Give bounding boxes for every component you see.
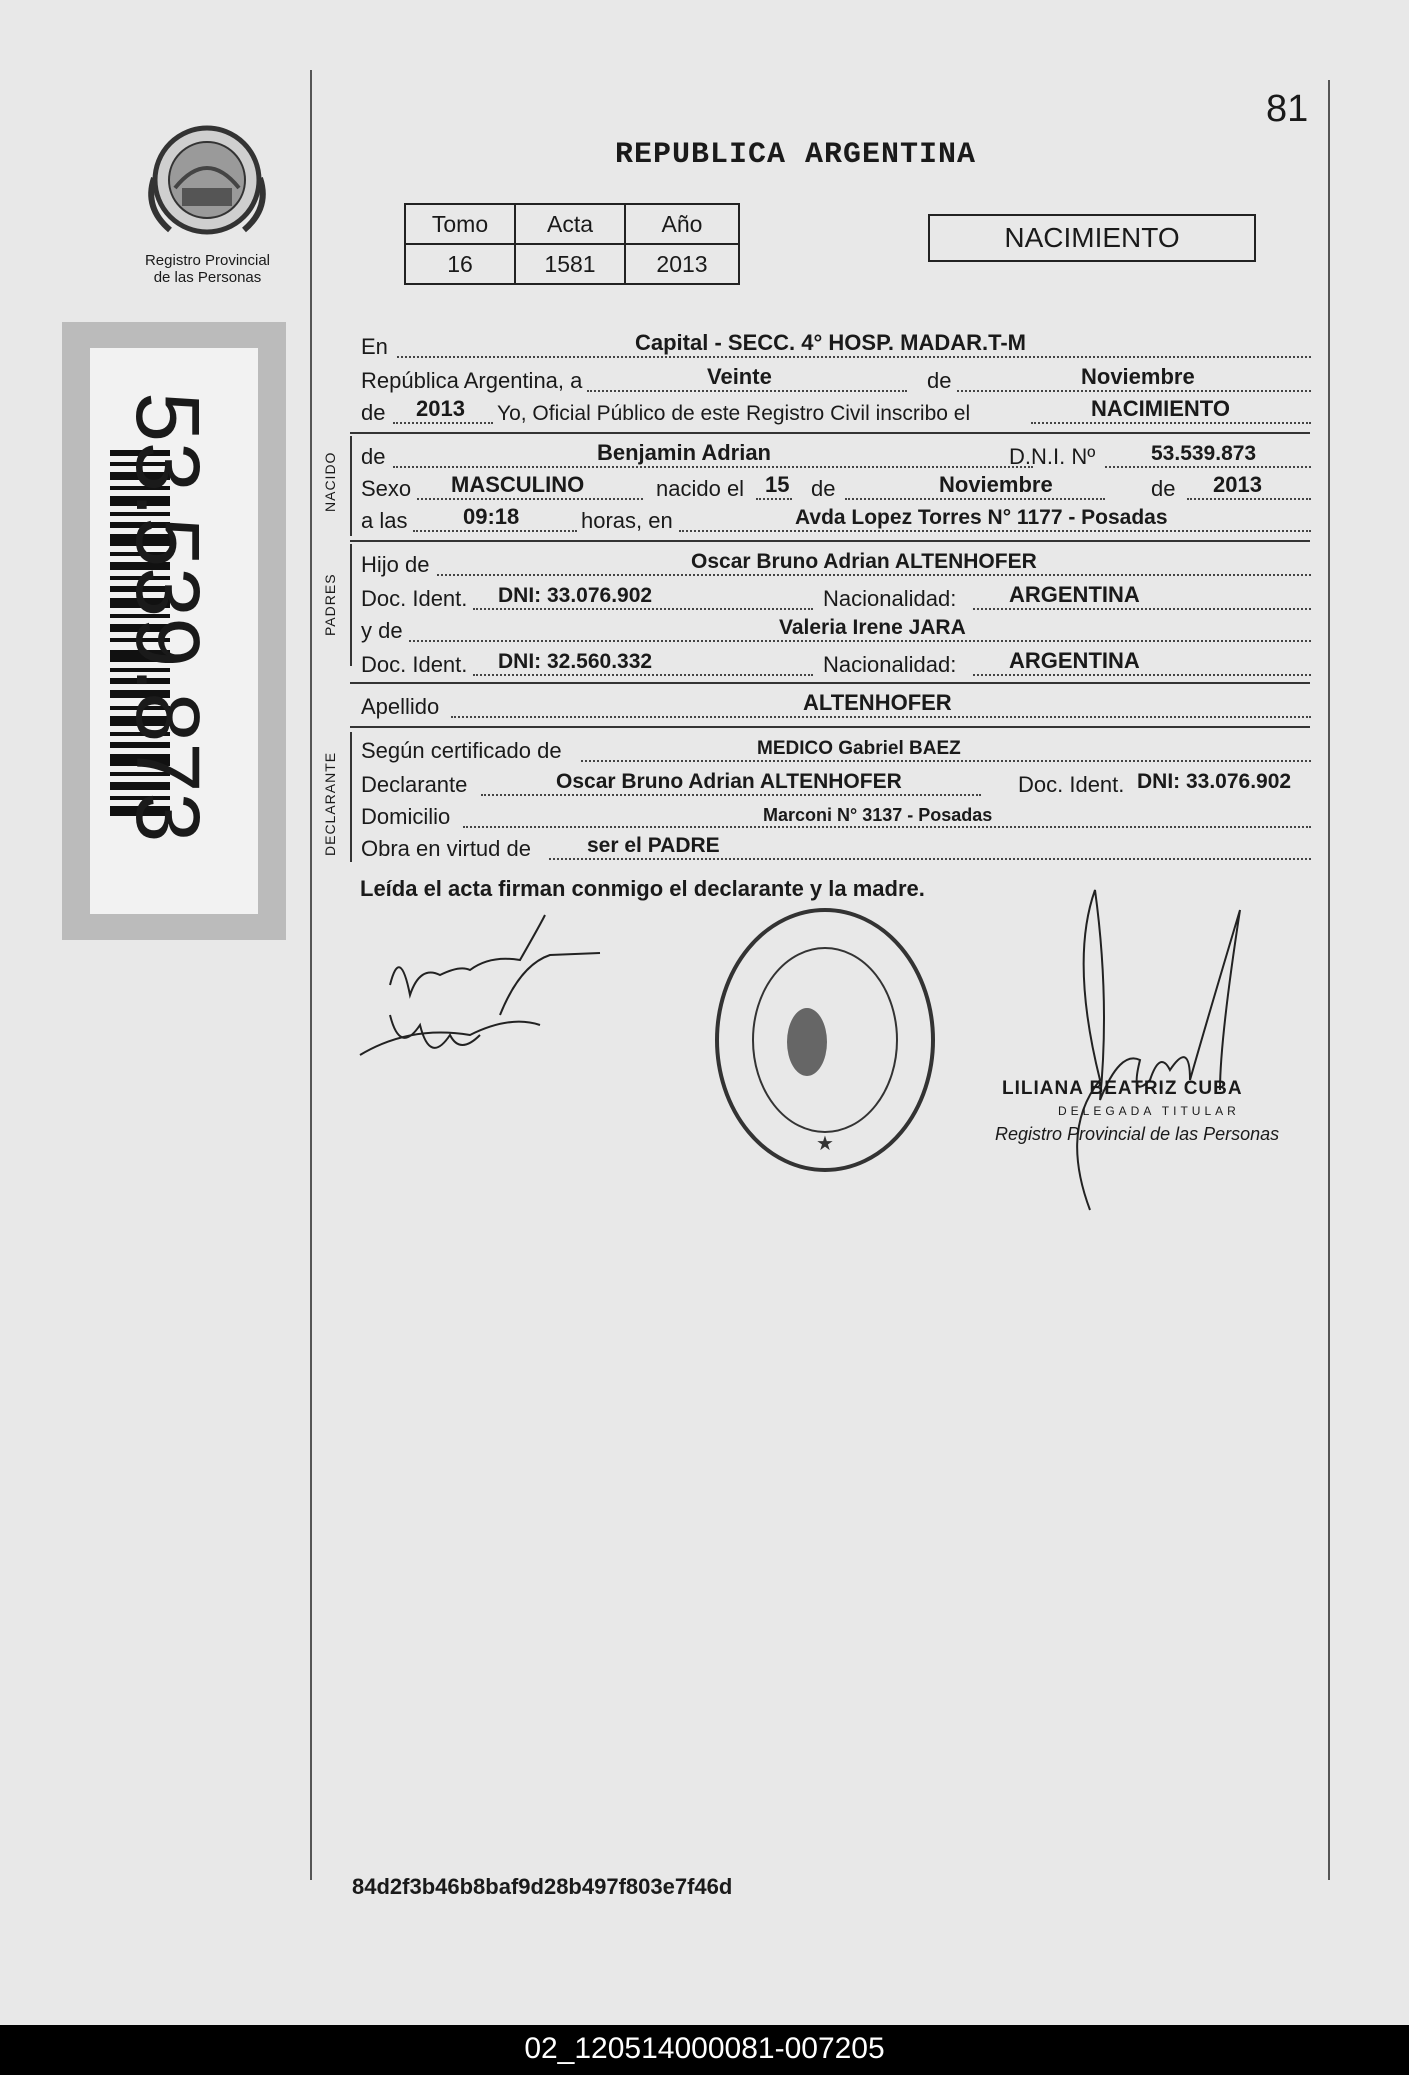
apellido-label: Apellido <box>361 694 440 719</box>
registry-stamp-icon <box>705 900 945 1180</box>
birth-day: 15 <box>765 472 790 497</box>
hijo-de-label: Hijo de <box>361 552 430 577</box>
declarante-bracket <box>350 732 352 862</box>
nacido-bracket <box>350 436 352 536</box>
declarante-doc: DNI: 33.076.902 <box>1137 770 1292 793</box>
inscribo-value: NACIMIENTO <box>1091 396 1230 421</box>
y-de-label: y de <box>361 618 403 643</box>
row-en <box>361 328 1311 362</box>
official-signature <box>1040 880 1280 1220</box>
separator <box>350 540 1310 542</box>
dni-value: 53.539.873 <box>1151 442 1257 465</box>
official-org: Registro Provincial de las Personas <box>995 1124 1280 1144</box>
certificado-value: MEDICO Gabriel BAEZ <box>757 738 961 759</box>
nacionalidad-label: Nacionalidad: <box>823 586 957 611</box>
en-value: Capital - SECC. 4° HOSP. MADAR.T-M <box>635 330 1026 355</box>
row-apellido <box>361 688 1311 722</box>
tomo-header: Tomo <box>405 204 515 244</box>
mother-nationality: ARGENTINA <box>1009 648 1140 673</box>
doc-ident-label-2: Doc. Ident. <box>361 652 468 677</box>
de-label-4: de <box>811 476 836 501</box>
horas-en-label: horas, en <box>581 508 673 533</box>
father-doc: DNI: 33.076.902 <box>498 584 653 607</box>
provincial-logo <box>140 118 275 288</box>
birth-place: Avda Lopez Torres N° 1177 - Posadas <box>795 506 1168 529</box>
row-name <box>361 438 1311 472</box>
birth-month: Noviembre <box>939 472 1053 497</box>
row-certificado <box>361 732 1311 766</box>
separator <box>350 682 1310 684</box>
registry-table <box>404 203 740 285</box>
row-sexo <box>361 470 1311 504</box>
document-title: REPUBLICA ARGENTINA <box>615 138 977 172</box>
row-y-de <box>361 612 1311 646</box>
row-declarante <box>361 766 1311 800</box>
birth-year: 2013 <box>1213 472 1262 497</box>
separator <box>350 432 1310 434</box>
acta-value: 1581 <box>515 244 625 284</box>
closing-text: Leída el acta firman conmigo el declarante y la madre. <box>360 876 925 901</box>
official-name: LILIANA BEATRIZ CUBA <box>1002 1078 1243 1099</box>
row-father-doc <box>361 580 1311 614</box>
de-label-5: de <box>1151 476 1176 501</box>
oficial-text: Yo, Oficial Público de este Registro Civil inscribo el <box>497 402 971 425</box>
misiones-seal-icon <box>140 118 275 248</box>
domicilio-value: Marconi N° 3137 - Posadas <box>763 805 993 825</box>
footer-id: 02_120514000081-007205 <box>524 2032 885 2065</box>
padres-bracket <box>350 544 352 666</box>
page-number: 81 <box>1266 88 1309 130</box>
anio-header: Año <box>625 204 739 244</box>
name-value: Benjamin Adrian <box>597 440 771 465</box>
declarante-label: Declarante <box>361 772 468 797</box>
row-anio <box>361 394 1311 428</box>
official-role: DELEGADA TITULAR <box>1058 1104 1240 1118</box>
father-name: Oscar Bruno Adrian ALTENHOFER <box>691 550 1037 573</box>
row-obra <box>361 830 1311 864</box>
certificado-label: Según certificado de <box>361 738 562 763</box>
birth-time: 09:18 <box>463 504 520 529</box>
nacionalidad-label-2: Nacionalidad: <box>823 652 957 677</box>
domicilio-label: Domicilio <box>361 804 451 829</box>
mother-name: Valeria Irene JARA <box>779 616 966 639</box>
de-label-3: de <box>361 444 386 469</box>
de-label-2: de <box>361 400 386 425</box>
republica-label: República Argentina, a <box>361 368 583 393</box>
barcode-number: 53.539.873 <box>117 392 217 843</box>
svg-text:★: ★ <box>816 1133 834 1155</box>
de-label: de <box>927 368 952 393</box>
month-value: Noviembre <box>1081 364 1195 389</box>
left-margin-rule <box>310 70 312 1880</box>
row-republica <box>361 362 1311 396</box>
mother-doc: DNI: 32.560.332 <box>498 650 653 673</box>
separator <box>350 726 1310 728</box>
padres-section-label: PADRES <box>322 573 338 636</box>
right-margin-rule <box>1328 80 1330 1880</box>
row-hijo-de <box>361 546 1311 580</box>
declarante-section-label: DECLARANTE <box>322 751 338 856</box>
nacido-section-label: NACIDO <box>322 451 338 512</box>
row-mother-doc <box>361 646 1311 680</box>
a-las-label: a las <box>361 508 408 533</box>
father-nationality: ARGENTINA <box>1009 582 1140 607</box>
surname-value: ALTENHOFER <box>803 690 952 715</box>
obra-value: ser el PADRE <box>587 834 720 857</box>
day-value: Veinte <box>707 364 772 389</box>
obra-label: Obra en virtud de <box>361 836 531 861</box>
sexo-value: MASCULINO <box>451 472 585 497</box>
nacido-el-label: nacido el <box>656 476 745 501</box>
record-type-box: NACIMIENTO <box>928 214 1256 262</box>
acta-header: Acta <box>515 204 625 244</box>
declarante-value: Oscar Bruno Adrian ALTENHOFER <box>556 770 902 793</box>
sexo-label: Sexo <box>361 476 412 501</box>
declarant-signatures <box>350 905 610 1065</box>
doc-ident-label-3: Doc. Ident. <box>1018 772 1125 797</box>
tomo-value: 16 <box>405 244 515 284</box>
en-label: En <box>361 334 388 359</box>
row-domicilio <box>361 798 1311 832</box>
dni-label: D.N.I. Nº <box>1009 444 1096 469</box>
anio-value: 2013 <box>625 244 739 284</box>
year-value: 2013 <box>416 396 465 421</box>
document-hash: 84d2f3b46b8baf9d28b497f803e7f46d <box>352 1874 733 1899</box>
doc-ident-label: Doc. Ident. <box>361 586 468 611</box>
row-hora <box>361 502 1311 536</box>
logo-caption-line2: de las Personas <box>153 269 262 286</box>
logo-caption-line1: Registro Provincial <box>144 252 271 269</box>
